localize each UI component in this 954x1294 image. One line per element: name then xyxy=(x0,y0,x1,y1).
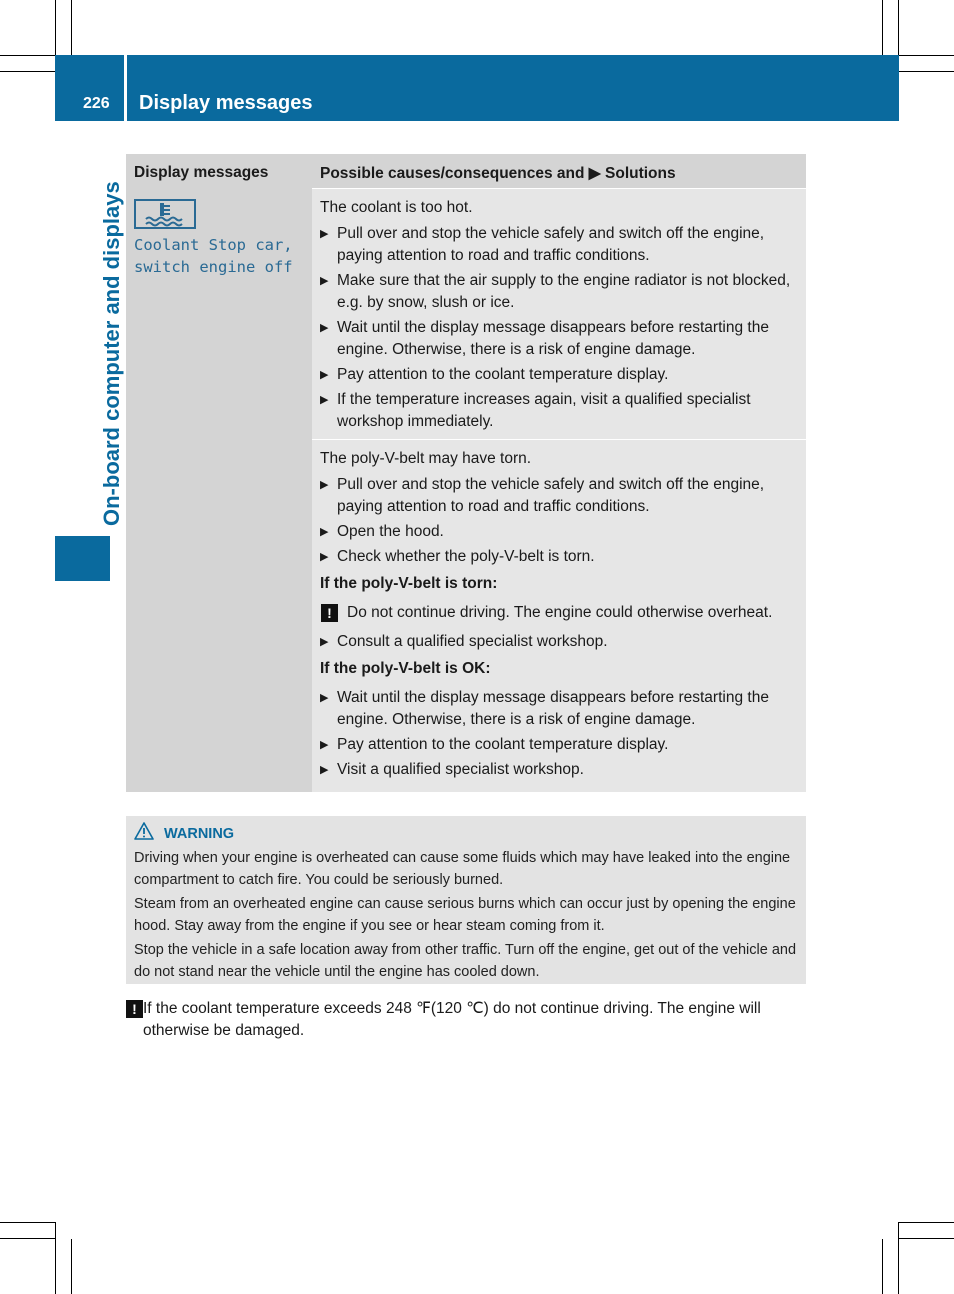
crop-mark xyxy=(899,1222,954,1223)
coolant-temperature-icon xyxy=(134,199,196,229)
page-number: 226 xyxy=(83,95,110,112)
crop-mark xyxy=(0,55,55,56)
display-message-line: switch engine off xyxy=(134,258,293,276)
note-text: If the coolant temperature exceeds 248 ℉(120 ℃) do not continue driving. The engine will otherwise be damaged. xyxy=(143,1000,761,1039)
list-item xyxy=(320,474,798,518)
step-text: If the temperature increases again, visit a qualified specialist workshop immediately. xyxy=(337,391,751,430)
arrow-icon: ▶ xyxy=(320,764,329,776)
list-item xyxy=(320,521,798,543)
display-message-column xyxy=(126,154,312,792)
list-item xyxy=(320,546,798,568)
step-text: Check whether the poly-V-belt is torn. xyxy=(337,548,595,565)
step-text: Pay attention to the coolant temperature display. xyxy=(337,366,669,383)
list-item xyxy=(320,223,798,267)
crop-mark xyxy=(0,71,55,72)
list-item xyxy=(320,734,798,756)
step-text: Pull over and stop the vehicle safely and switch off the engine, paying attention to road and traffic conditions. xyxy=(337,476,765,515)
warning-paragraph: Driving when your engine is overheated can cause some fluids which may have leaked into the engine compartment to catch fire. You could be seriously burned. xyxy=(134,850,791,888)
display-message-text xyxy=(134,234,293,278)
list-item xyxy=(320,317,798,361)
section-side-tab xyxy=(55,121,124,581)
warning-header xyxy=(134,822,798,845)
cause-text: The coolant is too hot. xyxy=(320,199,473,216)
caution-note xyxy=(320,602,798,624)
step-text: Wait until the display message disappears before restarting the engine. Otherwise, there is a risk of engine damage. xyxy=(337,689,769,728)
damage-note xyxy=(126,998,812,1042)
step-text: Make sure that the air supply to the engine radiator is not blocked, e.g. by snow, slush or ice. xyxy=(337,272,791,311)
arrow-icon: ▶ xyxy=(320,394,329,406)
arrow-icon: ▶ xyxy=(320,228,329,240)
warning-paragraph: Stop the vehicle in a safe location away from other traffic. Turn off the engine, get out of the vehicle and do not stand near the vehicle until the engine has cooled down. xyxy=(134,942,797,980)
page-title: Display messages xyxy=(139,92,313,114)
crop-mark xyxy=(55,0,56,55)
header-divider xyxy=(124,55,127,121)
solutions-column-header xyxy=(312,154,806,189)
arrow-icon: ▶ xyxy=(320,739,329,751)
crop-mark xyxy=(55,1222,56,1294)
step-text: Wait until the display message disappears before restarting the engine. Otherwise, there is a risk of engine damage. xyxy=(337,319,769,358)
crop-mark xyxy=(0,1238,55,1239)
list-item xyxy=(320,631,798,653)
list-item xyxy=(320,270,798,314)
arrow-icon: ▶ xyxy=(320,636,329,648)
list-item xyxy=(320,364,798,386)
cause-text: The poly-V-belt may have torn. xyxy=(320,450,532,467)
crop-mark xyxy=(71,1239,72,1294)
cause-coolant-hot xyxy=(312,189,806,439)
subheading: If the poly-V-belt is torn: xyxy=(320,575,498,592)
crop-mark xyxy=(0,1222,55,1223)
note-text: Do not continue driving. The engine could otherwise overheat. xyxy=(347,604,773,621)
section-title: On-board computer and displays xyxy=(99,181,124,526)
list-item xyxy=(320,687,798,731)
warning-box xyxy=(126,816,806,984)
messages-table xyxy=(126,154,806,792)
display-message-line: Coolant Stop car, xyxy=(134,236,293,254)
step-text: Visit a qualified specialist workshop. xyxy=(337,761,584,778)
list-item xyxy=(320,759,798,781)
step-text: Pay attention to the coolant temperature display. xyxy=(337,736,669,753)
column-header-causes: Possible causes/consequences and ▶ Solutions xyxy=(320,165,676,182)
arrow-icon: ▶ xyxy=(320,369,329,381)
exclamation-icon: ! xyxy=(321,604,338,622)
column-header-display: Display messages xyxy=(134,164,269,181)
arrow-icon: ▶ xyxy=(320,692,329,704)
section-marker xyxy=(55,536,110,581)
crop-mark xyxy=(882,0,883,55)
cause-belt-torn xyxy=(312,440,806,792)
crop-mark xyxy=(899,55,954,56)
list-item xyxy=(320,389,798,433)
exclamation-icon: ! xyxy=(126,1000,143,1018)
step-text: Open the hood. xyxy=(337,523,444,540)
warning-paragraph: Steam from an overheated engine can cause serious burns which can occur just by opening the engine hood. Stay away from the engine if you see or hear steam coming from it. xyxy=(134,896,796,934)
step-text: Consult a qualified specialist workshop. xyxy=(337,633,608,650)
subheading: If the poly-V-belt is OK: xyxy=(320,660,491,677)
warning-title: WARNING xyxy=(164,825,235,842)
crop-mark xyxy=(898,1222,899,1294)
crop-mark xyxy=(899,1238,954,1239)
step-text: Pull over and stop the vehicle safely and switch off the engine, paying attention to road and traffic conditions. xyxy=(337,225,765,264)
crop-mark xyxy=(898,0,899,55)
arrow-icon: ▶ xyxy=(320,479,329,491)
crop-mark xyxy=(71,0,72,55)
page-header xyxy=(55,55,899,121)
arrow-icon: ▶ xyxy=(320,551,329,563)
arrow-icon: ▶ xyxy=(320,526,329,538)
crop-mark xyxy=(899,71,954,72)
warning-triangle-icon xyxy=(134,822,154,845)
crop-mark xyxy=(882,1239,883,1294)
arrow-icon: ▶ xyxy=(320,322,329,334)
arrow-icon: ▶ xyxy=(320,275,329,287)
